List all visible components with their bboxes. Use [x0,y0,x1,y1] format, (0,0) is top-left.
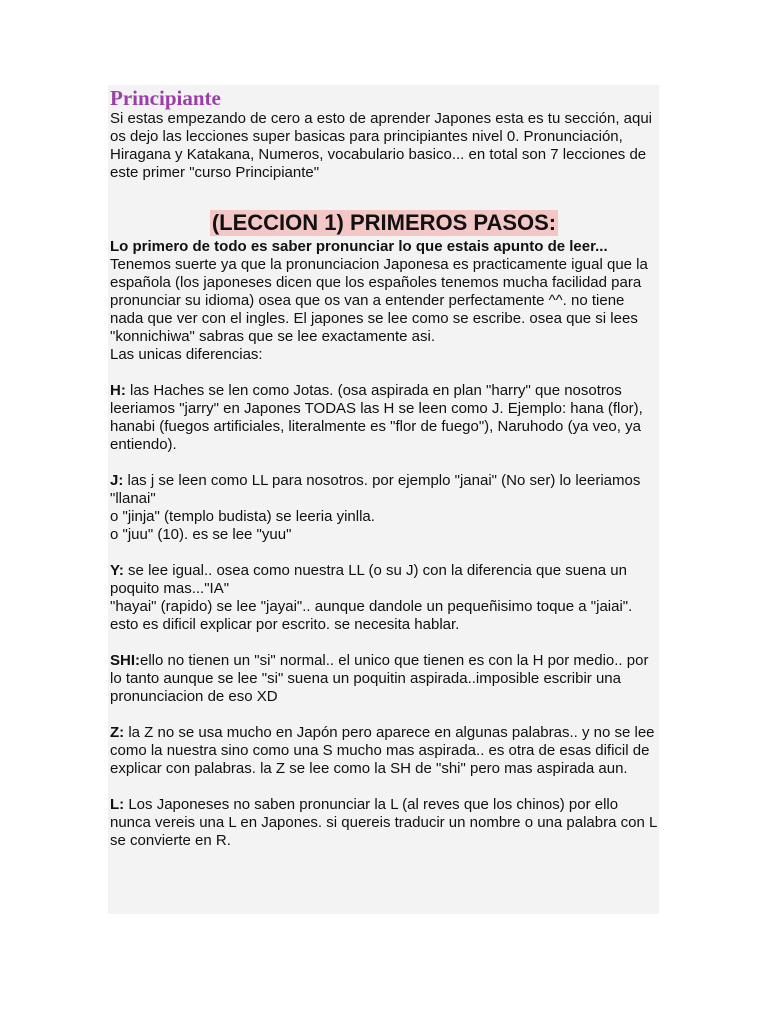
paragraph-gap [110,706,658,724]
rule-label: L: [110,796,125,813]
lesson-lead-paragraph [110,238,658,346]
lesson-heading: (LECCION 1) PRIMEROS PASOS: [211,210,557,235]
rule-text: o "juu" (10). es se lee "yuu" [110,526,292,543]
rule-label: Z: [110,724,125,741]
rule-label: H: [110,382,126,399]
rule-line [110,598,658,634]
rule-line [110,562,658,598]
rule-line [110,526,658,544]
rule-block [110,382,658,454]
rule-label: Y: [110,562,124,579]
rule-block [110,562,658,634]
rule-line [110,382,658,454]
rule-block [110,472,658,544]
rule-line [110,472,658,508]
paragraph-gap [110,544,658,562]
rule-text: Los Japoneses no saben pronunciar la L (al reves que los chinos) por ello nunca vereis una L en Japones. si quereis traducir un nombre o una palabra con L se convierte en R. [110,796,657,849]
rule-block [110,724,658,778]
lesson-lead-text: Tenemos suerte ya que la pronunciacion Japonesa es practicamente igual que la española (los japoneses dicen que los españoles tenemos mucha facilidad para pronunciar su idioma) osea que os van a entender perfectamente ^^. no tiene nada que ver con el ingles. El japones se lee como se escribe. osea que si lees "konnichiwa" sabras que se lee exactamente asi. [110,256,648,345]
differences-intro: Las unicas diferencias: [110,346,263,363]
pronunciation-rules [110,364,658,850]
rule-text: se lee igual.. osea como nuestra LL (o su J) con la diferencia que suena un poquito mas..."IA" [110,562,627,597]
paragraph-gap [110,634,658,652]
section-title: Principiante [110,86,221,110]
paragraph-gap [110,778,658,796]
rule-block [110,652,658,706]
rule-text: "hayai" (rapido) se lee "jayai".. aunque dandole un pequeñisimo toque a "jaiai". esto es dificil explicar por escrito. se necesita hablar. [110,598,633,633]
lesson-heading-wrap [110,210,658,238]
rule-line [110,724,658,778]
rule-line [110,652,658,706]
paragraph-gap [110,364,658,382]
lesson-lead-bold: Lo primero de todo es saber pronunciar lo que estais apunto de leer... [110,238,608,255]
rule-label: J: [110,472,124,489]
rule-block [110,796,658,850]
intro-paragraph: Si estas empezando de cero a esto de aprender Japones esta es tu sección, aqui os dejo las lecciones super basicas para principiantes nivel 0. Pronunciación, Hiragana y Katakana, Numeros, vocabulario basico... en total son 7 lecciones de este primer "curso Principiante" [110,110,653,181]
rule-text: las Haches se len como Jotas. (osa aspirada en plan "harry" que nosotros leeriamos "jarry" en Japones TODAS las H se leen como J. Ejemplo: hana (flor), hanabi (fuegos artificiales, literalmente es "flor de fuego"), Naruhodo (ya veo, ya entiendo). [110,382,643,453]
rule-text: la Z no se usa mucho en Japón pero aparece en algunas palabras.. y no se lee como la nuestra sino como una S mucho mas aspirada.. es otra de esas dificil de explicar con palabras. la Z se lee como la SH de "shi" pero mas aspirada aun. [110,724,655,777]
paragraph-gap [110,454,658,472]
rule-text: ello no tienen un "si" normal.. el unico que tienen es con la H por medio.. por lo tanto aunque se lee "si" suena un poquitin aspirada..imposible escribir una pronunciacion de eso XD [110,652,649,705]
article-body [110,86,658,850]
rule-line [110,508,658,526]
rule-text: las j se leen como LL para nosotros. por ejemplo "janai" (No ser) lo leeriamos "llanai" [110,472,641,507]
rule-line [110,796,658,850]
rule-text: o "jinja" (templo budista) se leeria yinlla. [110,508,375,525]
rule-label: SHI: [110,652,140,669]
